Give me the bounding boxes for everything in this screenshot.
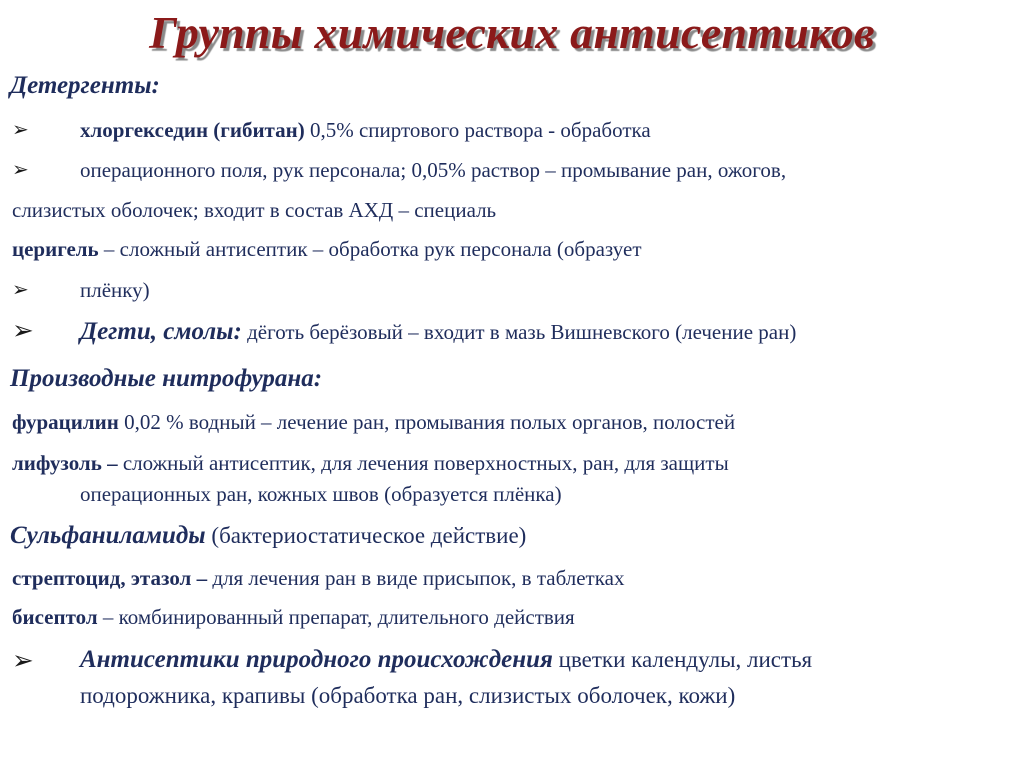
natural-heading: Антисептики природного происхождения [80, 646, 553, 673]
arrow-bullet-icon: ➢ [12, 646, 34, 675]
arrow-bullet-icon: ➢ [12, 119, 29, 141]
sulfa-note: (бактериостатическое действие) [205, 523, 527, 548]
drug-description: сложный антисептик, для лечения поверхностных, ран, для защиты [117, 451, 729, 475]
sulfa-heading: Сульфаниламиды [10, 522, 206, 549]
tars-heading: Дегти, смолы: [80, 318, 242, 345]
arrow-bullet-icon: ➢ [12, 316, 34, 345]
drug-name: церигель [12, 237, 99, 261]
list-item-text: операционного поля, рук персонала; 0,05% раствор – промывание ран, ожогов, [80, 158, 787, 182]
list-item-text: плёнку) [80, 278, 150, 302]
drug-name: стрептоцид, этазол – [12, 566, 208, 590]
list-item [12, 605, 575, 630]
drug-description: – сложный антисептик – обработка рук персонала (образует [98, 237, 642, 261]
list-item [80, 118, 651, 143]
list-item [12, 451, 729, 476]
list-item [80, 646, 812, 674]
nitrofuran-heading: Производные нитрофурана: [10, 365, 323, 392]
list-item [12, 410, 735, 435]
tars-text: дёготь берёзовый – входит в мазь Вишневского (лечение ран) [241, 320, 797, 344]
detergents-heading: Детергенты: [10, 72, 160, 99]
list-item-text: слизистых оболочек; входит в состав АХД – специаль [12, 198, 497, 222]
arrow-bullet-icon: ➢ [12, 279, 29, 301]
list-item-text: операционных ран, кожных швов (образуется плёнка) [80, 482, 562, 506]
drug-description: 0,5% спиртового раствора - обработка [304, 118, 651, 142]
list-item-text: подорожника, крапивы (обработка ран, слизистых оболочек, кожи) [80, 683, 736, 708]
list-item [12, 237, 642, 262]
drug-name: бисептол [12, 605, 98, 629]
page-title: Группы химических антисептиков [149, 7, 875, 58]
drug-description: 0,02 % водный – лечение ран, промывания полых органов, полостей [118, 410, 736, 434]
drug-description: для лечения ран в виде присыпок, в таблетках [207, 566, 625, 590]
list-item [12, 566, 624, 591]
natural-text: цветки календулы, листья [552, 647, 813, 672]
list-item [10, 522, 526, 550]
drug-name: хлоргекседин (гибитан) [80, 118, 305, 142]
drug-description: – комбинированный препарат, длительного действия [97, 605, 575, 629]
drug-name: фурацилин [12, 410, 119, 434]
list-item [80, 318, 796, 346]
drug-name: лифузоль – [12, 451, 118, 475]
arrow-bullet-icon: ➢ [12, 159, 29, 181]
